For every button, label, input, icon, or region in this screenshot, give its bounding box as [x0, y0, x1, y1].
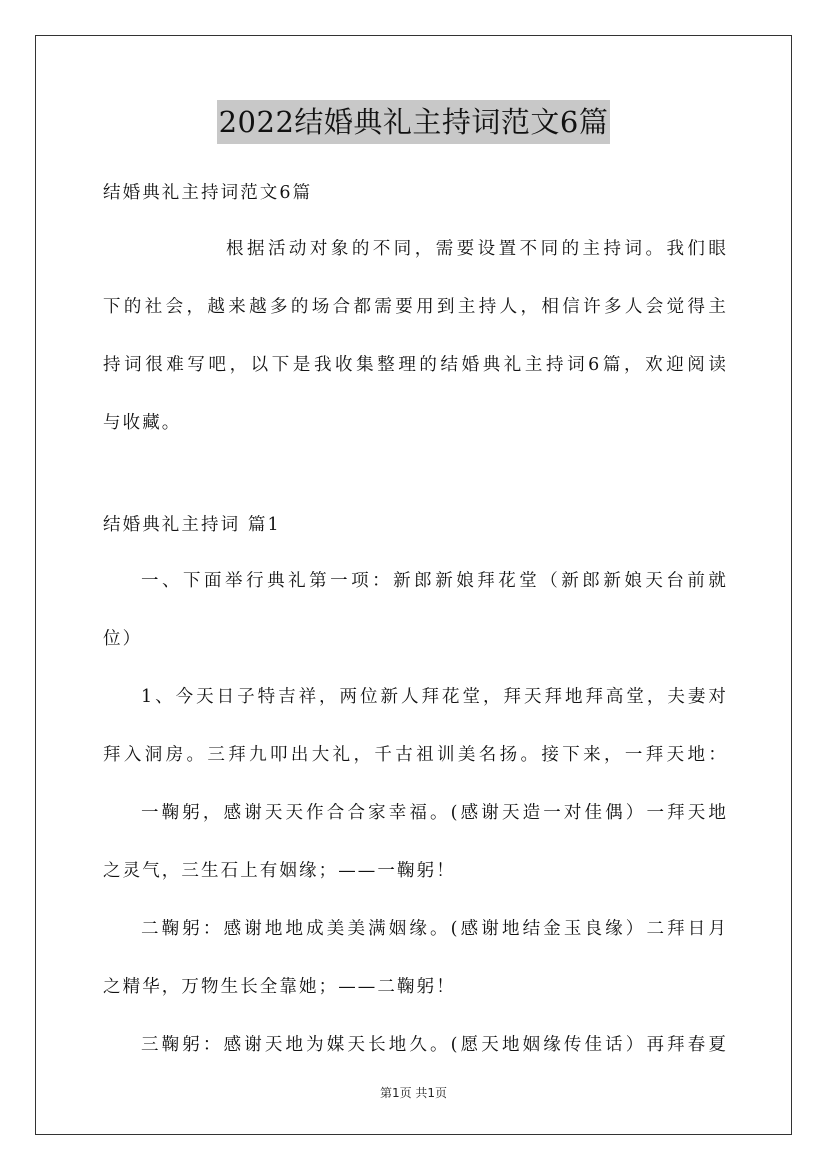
- intro-line: 根据活动对象的不同，需要设置不同的主持词。我们眼: [226, 239, 728, 259]
- body-line: 位）: [103, 629, 143, 649]
- document-title: 2022结婚典礼主持词范文6篇: [217, 100, 611, 144]
- body-line: 之精华，万物生长全靠她；——二鞠躬！: [103, 977, 456, 997]
- intro-line: 持词很难写吧，以下是我收集整理的结婚典礼主持词6篇，欢迎阅读: [103, 355, 728, 375]
- document-body: [103, 176, 728, 1086]
- body-line: 拜入洞房。三拜九叩出大礼，千古祖训美名扬。接下来，一拜天地：: [103, 745, 728, 765]
- body-line: 之灵气，三生石上有姻缘；——一鞠躬！: [103, 861, 456, 881]
- intro-line: 与收藏。: [103, 413, 182, 433]
- body-line: 三鞠躬：感谢天地为媒天长地久。(愿天地姻缘传佳话）再拜春夏: [141, 1035, 728, 1055]
- intro-line: 下的社会，越来越多的场合都需要用到主持人，相信许多人会觉得主: [103, 297, 728, 317]
- subtitle: 结婚典礼主持词范文6篇: [103, 183, 313, 203]
- body-line: 一、下面举行典礼第一项：新郎新娘拜花堂（新郎新娘天台前就: [141, 571, 728, 591]
- section-heading: 结婚典礼主持词 篇1: [103, 515, 281, 535]
- body-line: 1、今天日子特吉祥，两位新人拜花堂，拜天拜地拜高堂，夫妻对: [141, 687, 728, 707]
- title-container: [0, 100, 827, 144]
- body-line: 二鞠躬：感谢地地成美美满姻缘。(感谢地结金玉良缘）二拜日月: [141, 919, 728, 939]
- page-footer: 第1页 共1页: [379, 1086, 448, 1100]
- body-line: 一鞠躬，感谢天天作合合家幸福。(感谢天造一对佳偶）一拜天地: [141, 803, 728, 823]
- paragraph-gap: [103, 464, 728, 508]
